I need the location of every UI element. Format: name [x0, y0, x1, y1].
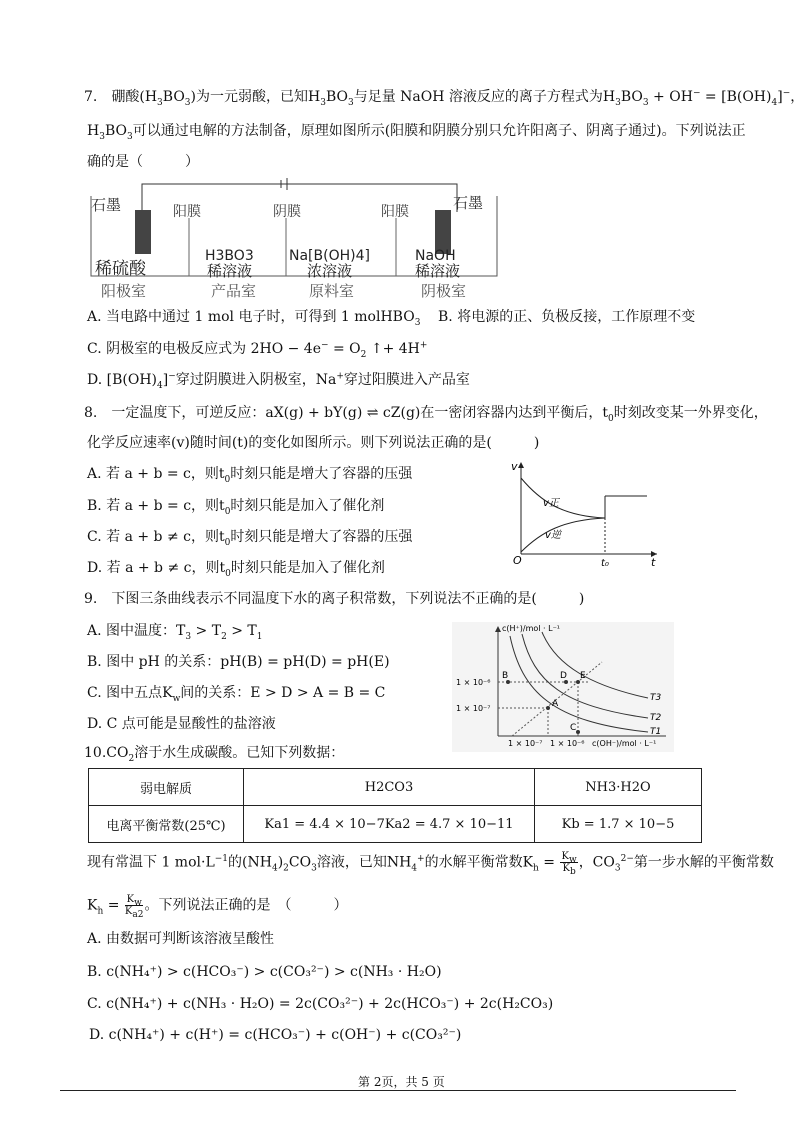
q10-option-a: A. 由数据可判断该溶液呈酸性 [87, 931, 275, 947]
right-electrode-label: 石墨 [453, 194, 484, 212]
graph-vrev: v逆 [545, 530, 561, 541]
graph-t0: t₀ [601, 558, 609, 569]
solution-label-2: H3BO3 [205, 248, 254, 264]
point-e: E [580, 671, 586, 681]
chamber-label-3: 原料室 [309, 282, 355, 300]
curve-t1: T1 [650, 727, 662, 737]
curve-t3: T3 [650, 693, 662, 703]
solution-label-6: NaOH [415, 248, 456, 264]
footer-rule [60, 1090, 736, 1091]
graph9-ytick2: 1 × 10⁻⁷ [456, 704, 491, 713]
graph9-y-label: c(H⁺)/mol · L⁻¹ [502, 624, 560, 633]
page-footer: 第 2页，共 5 页 [358, 1075, 445, 1089]
point-a: A [552, 699, 559, 709]
electrolysis-diagram [85, 178, 505, 302]
graph9-xtick1: 1 × 10⁻⁷ [508, 739, 543, 748]
graph9-x-label: c(OH⁻)/mol · L⁻¹ [592, 739, 657, 748]
graph9-ytick1: 1 × 10⁻⁶ [456, 678, 491, 687]
q10-option-d: D. c(NH₄⁺) + c(H⁺) = c(HCO₃⁻) + c(OH⁻) + c(CO₃²⁻) [89, 1027, 462, 1043]
curve-t2: T2 [650, 713, 662, 723]
membrane-label-2: 阴膜 [273, 204, 301, 220]
chamber-label-4: 阴极室 [421, 282, 467, 300]
q8-line2: 化学反应速率(v)随时间(t)的变化如图所示。则下列说法正确的是( ) [87, 435, 540, 451]
point-b: B [502, 671, 509, 681]
q10-line3: $K_h$ = $\frac{K_w}{K_{a2}}$ 。下列说法正确的是 （ ） [87, 894, 348, 920]
q8-option-c: C. 若 a + b ≠ c，则$t_0$时刻只能是增大了容器的压强 [87, 529, 413, 548]
q9-option-d: D. C 点可能是显酸性的盐溶液 [87, 716, 276, 732]
solution-label-4: Na[B(OH)4] [289, 248, 370, 264]
q9-line1: 9. 下图三条曲线表示不同温度下水的离子积常数，下列说法不正确的是( ) [84, 591, 585, 607]
table-header-h2co3: H2CO3 [244, 769, 535, 806]
table-header-nh3h2o: NH3·H2O [535, 769, 702, 806]
q10-line1: $10.CO_2$溶于水生成碳酸。已知下列数据： [84, 745, 345, 764]
q9-option-a: A. 图中温度：$T_3 > T_2 > T_1$ [87, 623, 263, 642]
q10-option-b: B. c(NH₄⁺) > c(HCO₃⁻) > c(CO₃²⁻) > c(NH₃ · H₂O) [87, 964, 442, 980]
ion-product-graph [452, 622, 674, 752]
constants-table [88, 768, 702, 843]
solution-label-3: 稀溶液 [207, 262, 253, 280]
q9-option-c: C. 图中五点$K_w$间的关系：E > D > A = B = C [87, 685, 386, 704]
chamber-label-2: 产品室 [211, 282, 257, 300]
q8-option-a: A. 若 a + b = c，则$t_0$时刻只能是增大了容器的压强 [87, 466, 413, 485]
graph-origin: O [513, 554, 522, 567]
q8-line1: 8. 一定温度下，可逆反应：aX(g) + bY(g) ⇌ cZ(g)在一密闭容器内达到平衡后，$t_0$时刻改变某一外界变化， [84, 405, 768, 424]
q9-option-b: B. 图中 pH 的关系：pH(B) = pH(D) = pH(E) [87, 654, 390, 670]
q8-option-d: D. 若 a + b ≠ c，则$t_0$时刻只能是加入了催化剂 [87, 560, 385, 579]
q7-option-b: B. 将电源的正、负极反接，工作原理不变 [438, 309, 696, 325]
membrane-label-3: 阳膜 [381, 204, 409, 220]
point-c: C [570, 723, 577, 733]
q7-line2: $H_3BO_3$可以通过电解的方法制备，原理如图所示(阳膜和阴膜分别只允许阳离子、阴离子通过)。下列说法正 [87, 123, 746, 142]
solution-label-7: 稀溶液 [415, 262, 461, 280]
q10-line2: 现有常温下 1 $mol\cdot L^{-1}$的$(NH_4)_2CO_3$溶液，已知$NH_4^+$的水解平衡常数$K_h$ = $\frac{K_w}{K_b}$ ，$CO_3^{2-}$第一步水解的平衡常数 [87, 851, 774, 877]
graph9-xtick2: 1 × 10⁻⁶ [550, 739, 585, 748]
q8-option-b: B. 若 a + b = c，则$t_0$时刻只能是加入了催化剂 [87, 498, 385, 517]
q7-option-a: A. 当电路中通过 1 mol 电子时，可得到 1 molHBO$_3$ [87, 309, 421, 328]
table-header-electrolyte: 弱电解质 [89, 769, 244, 806]
q10-option-c: C. c(NH₄⁺) + c(NH₃ · H₂O) = 2c(CO₃²⁻) + 2c(HCO₃⁻) + 2c(H₂CO₃) [87, 996, 554, 1012]
chamber-label-1: 阳极室 [101, 282, 147, 300]
rate-time-graph [505, 458, 665, 570]
table-cell-label: 电离平衡常数(25℃) [89, 806, 244, 843]
q7-line3: 确的是（ ） [87, 154, 199, 170]
left-electrode-label: 石墨 [91, 196, 122, 214]
q7-line1: 7. 硼酸$(H_3BO_3)$为一元弱酸，已知$H_3BO_3$与足量 NaOH 溶液反应的离子方程式为$H_3BO_3 + OH^- = [B(OH)_4]^-$， [84, 88, 804, 108]
solution-label-5: 浓溶液 [307, 262, 353, 280]
q7-option-d: D. $[B(OH)_4]^-$穿过阴膜进入阴极室，Na+穿过阳膜进入产品室 [87, 371, 470, 391]
table-cell-kb: Kb = 1.7 × 10−5 [535, 806, 702, 843]
solution-label-1: 稀硫酸 [95, 259, 146, 279]
graph-vfwd: v正 [543, 498, 559, 509]
graph-y-label: v [511, 460, 518, 473]
anode-electrode [135, 210, 151, 254]
point-d: D [560, 671, 567, 681]
membrane-label-1: 阳膜 [173, 204, 201, 220]
table-cell-ka: Ka1 = 4.4 × 10−7Ka2 = 4.7 × 10−11 [244, 806, 535, 843]
graph-x-label: t [651, 556, 656, 569]
q7-option-c: C. 阴极室的电极反应式为 $2HO - 4e^- = O_2$ ↑+ 4H+ [87, 340, 428, 360]
